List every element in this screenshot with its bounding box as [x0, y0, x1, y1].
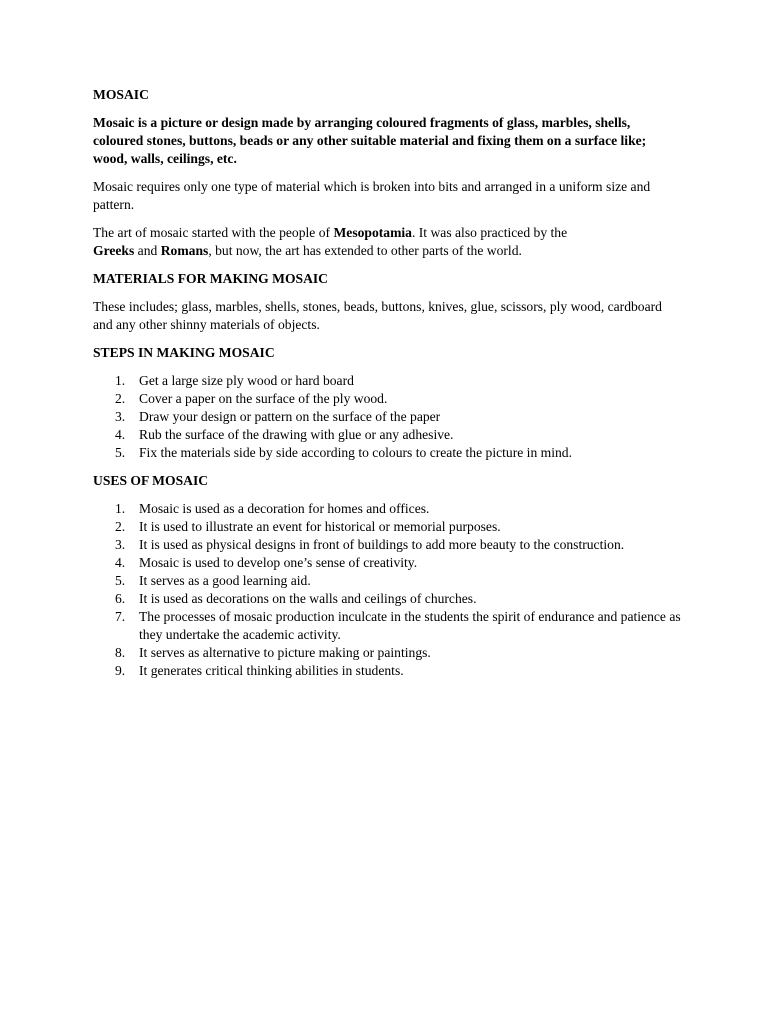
list-item-text: Get a large size ply wood or hard board — [139, 373, 354, 388]
history-text-2: . It was also practiced by the — [411, 225, 568, 240]
history-romans: Romans — [160, 243, 209, 258]
list-item-text: It serves as a good learning aid. — [139, 573, 311, 588]
list-item-number: 1. — [115, 501, 126, 516]
uses-list — [93, 500, 683, 680]
history-greeks: Greeks — [93, 243, 135, 258]
material-paragraph: Mosaic requires only one type of material which is broken into bits and arranged in a uniform size and pattern. — [93, 179, 651, 212]
list-item — [93, 662, 683, 680]
steps-list — [93, 372, 683, 462]
list-item-text: It is used as decorations on the walls and ceilings of churches. — [139, 591, 477, 606]
uses-heading: USES OF MOSAIC — [93, 473, 209, 488]
materials-heading: MATERIALS FOR MAKING MOSAIC — [93, 271, 329, 286]
list-item — [93, 518, 683, 536]
list-item-text: The processes of mosaic production inculcate in the students the spirit of endurance and patience as they undertake the academic activity. — [139, 609, 681, 642]
list-item-number: 3. — [115, 537, 126, 552]
list-item-number: 2. — [115, 519, 126, 534]
history-text-4: , but now, the art has extended to other parts of the world. — [208, 243, 522, 258]
document-page — [93, 86, 683, 690]
list-item-text: Mosaic is used as a decoration for homes and offices. — [139, 501, 430, 516]
list-item-text: Cover a paper on the surface of the ply wood. — [139, 391, 388, 406]
list-item — [93, 608, 683, 644]
list-item-text: Mosaic is used to develop one’s sense of creativity. — [139, 555, 418, 570]
document-title: MOSAIC — [93, 87, 149, 102]
list-item-number: 8. — [115, 645, 126, 660]
list-item — [93, 590, 683, 608]
history-mesopotamia: Mesopotamia — [333, 225, 412, 240]
list-item — [93, 536, 683, 554]
list-item — [93, 500, 683, 518]
list-item-text: Fix the materials side by side according to colours to create the picture in mind. — [139, 445, 572, 460]
list-item-number: 1. — [115, 373, 126, 388]
list-item — [93, 372, 683, 390]
list-item-number: 3. — [115, 409, 126, 424]
list-item — [93, 554, 683, 572]
materials-paragraph: These includes; glass, marbles, shells, stones, beads, buttons, knives, glue, scissors, ply wood, cardboard and any other shinny materials of objects. — [93, 299, 662, 332]
list-item-number: 5. — [115, 445, 126, 460]
list-item-text: It generates critical thinking abilities in students. — [139, 663, 404, 678]
steps-heading: STEPS IN MAKING MOSAIC — [93, 345, 275, 360]
history-text-1: The art of mosaic started with the people of — [93, 225, 334, 240]
list-item-text: It is used to illustrate an event for historical or memorial purposes. — [139, 519, 501, 534]
list-item-number: 4. — [115, 555, 126, 570]
list-item — [93, 426, 683, 444]
list-item — [93, 390, 683, 408]
history-text-3: and — [134, 243, 161, 258]
list-item-text: It is used as physical designs in front of buildings to add more beauty to the construction. — [139, 537, 625, 552]
history-paragraph — [93, 224, 683, 260]
list-item — [93, 444, 683, 462]
list-item-number: 4. — [115, 427, 126, 442]
list-item-number: 6. — [115, 591, 126, 606]
list-item-number: 2. — [115, 391, 126, 406]
list-item-number: 7. — [115, 609, 126, 624]
list-item-text: Rub the surface of the drawing with glue or any adhesive. — [139, 427, 454, 442]
list-item — [93, 408, 683, 426]
list-item-number: 5. — [115, 573, 126, 588]
list-item-text: It serves as alternative to picture making or paintings. — [139, 645, 431, 660]
list-item-text: Draw your design or pattern on the surface of the paper — [139, 409, 441, 424]
definition-paragraph: Mosaic is a picture or design made by arranging coloured fragments of glass, marbles, shells, coloured stones, buttons, beads or any other suitable material and fixing them on a surface like; wood, walls, ceilings, etc. — [93, 115, 647, 166]
list-item — [93, 572, 683, 590]
list-item — [93, 644, 683, 662]
list-item-number: 9. — [115, 663, 126, 678]
